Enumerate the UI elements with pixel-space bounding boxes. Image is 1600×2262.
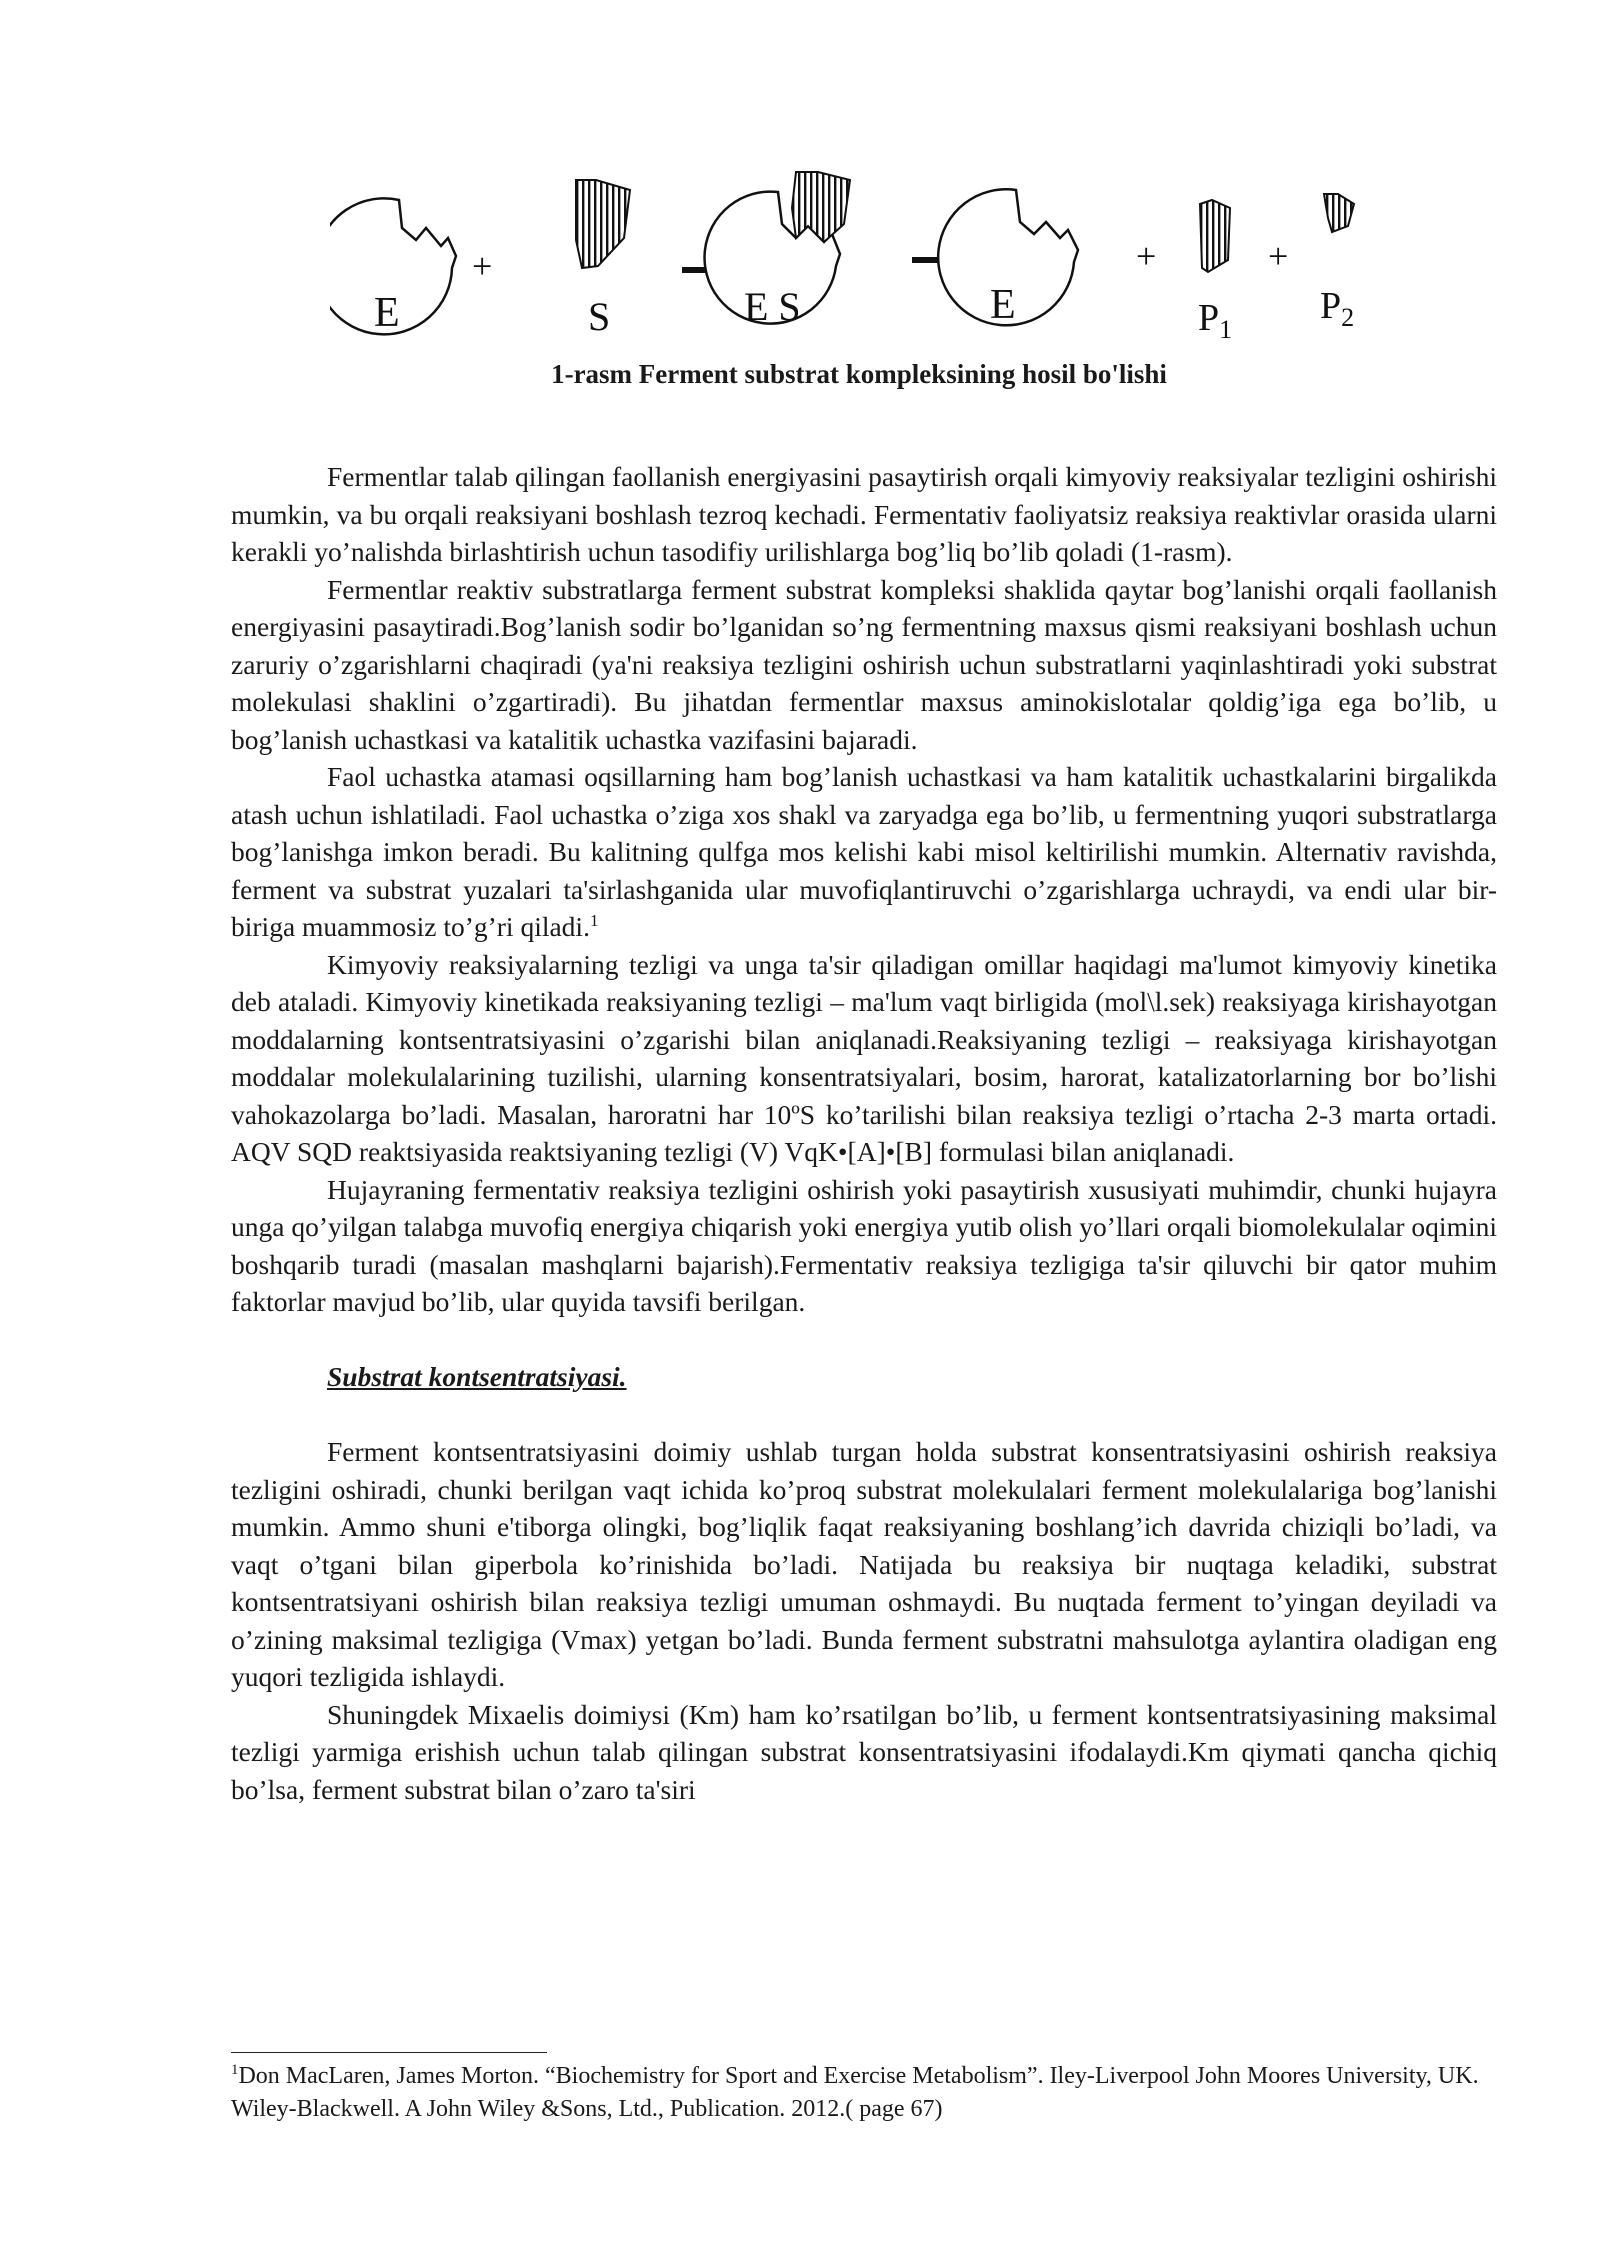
paragraph-3-text: Faol uchastka atamasi oqsillarning ham bog’lanish uchastkasi va ham katalitik uchastkalarini birgalikda atash uchun ishlatiladi. Faol uchastka o’ziga xos shakl va zaryadga ega bo’lib, u fermentning yuqori substratlarga bog’lanishga imkon beradi. Bu kalitning qulfga mos kelishi kabi misol keltirilishi mumkin. Alternativ ravishda, ferment va substrat yuzalari ta'sirlashganida ular muvofiqlantiruvchi o’zgarishlarga uchraydi, va endi ular bir-biriga muammosiz to’g’ri qiladi. [231,761,1497,942]
footnote-reference[interactable]: 1 [589,910,599,930]
footnote-text: Don MacLaren, James Morton. “Biochemistry for Sport and Exercise Metabolism”. Iley-Liverpool John Moores University, UK. Wiley-Blackwell. A John Wiley &Sons, Ltd., Publication. 2012.( page 67) [231,2063,1479,2122]
product-2-label: P [1320,285,1342,327]
enzyme-after-label: E [990,282,1016,328]
product-1-shape [1198,200,1232,344]
enzyme-after-shape [938,189,1078,328]
enzyme-substrate-complex-shape [705,172,850,329]
plus-sign-2: + [1136,236,1157,276]
product-2-shape [1320,194,1354,332]
enzyme-shape [330,198,456,336]
paragraph-5: Hujayraning fermentativ reaksiya tezligini oshirish yoki pasaytirish xususiyati muhimdir, chunki hujayra unga qo’yilgan talabga muvofiq energiya chiqarish yoki energiya yutib olish yo’llari orqali biomolekulalar oqimini boshqarib turadi (masalan mashqlarni bajarish).Fermentativ reaksiya tezligiga ta'sir qiluvchi bir qator muhim faktorlar mavjud bo’lib, ular quyida tavsifi berilgan. [231,1173,1497,1317]
enzyme-label: E [374,290,400,336]
main-text [231,458,1497,1808]
svg-text:P2 [1320,285,1354,332]
footnote-divider [231,2052,547,2053]
product-1-label: P [1198,297,1220,339]
enzyme-substrate-figure [330,168,1370,368]
substrate-label: S [588,294,611,339]
paragraph-1: Fermentlar talab qilingan faollanish energiyasini pasaytirish orqali kimyoviy reaksiyalar tezligini oshirishi mumkin, va bu orqali reaksiyani boshlash tezroq kechadi. Fermentativ faoliyatsiz reaksiya reaktivlar orasida ularni kerakli yo’nalishda birlashtirish uchun tasodifiy urilishlarga bog’liq bo’lib qoladi (1-rasm). [231,461,1497,567]
paragraph-2: Fermentlar reaktiv substratlarga ferment substrat kompleksi shaklida qaytar bog’lanishi orqali faollanish energiyasini pasaytiradi.Bog’lanish sodir bo’lganidan so’ng fermentning maxsus qismi reaksiyani boshlash uchun zaruriy o’zgarishlarni chaqiradi (ya'ni reaksiya tezligini oshirish uchun substratlarni yaqinlashtiradi yoki substrat molekulasi shaklini o’zgartiradi). Bu jihatdan fermentlar maxsus aminokislotalar qoldig’iga ega bo’lib, u bog’lanish uchastkasi va katalitik uchastka vazifasini bajaradi. [231,573,1497,755]
paragraph-4: Kimyoviy reaksiyalarning tezligi va unga ta'sir qiladigan omillar haqidagi ma'lumot kimyoviy kinetika deb ataladi. Kimyoviy kinetikada reaksiyaning tezligi – ma'lum vaqt birligida (mol\l.sek) reaksiyaga kirishayotgan moddalarning kontsentratsiyasini o’zgarishi bilan aniqlanadi.Reaksiyaning tezligi – reaksiyaga kirishayotgan moddalar molekulalarining tuzilishi, ularning konsentratsiyalari, bosim, harorat, katalizatorlarning bor bo’lishi vahokazolarga bo’ladi. Masalan, haroratni har 10ºS ko’tarilishi bilan reaksiya tezligi o’rtacha 2-3 marta ortadi. AQV SQD reaktsiyasida reaktsiyaning tezligi (V) VqK•[A]•[B] formulasi bilan aniqlanadi. [231,948,1497,1167]
substrate-shape [576,180,630,339]
figure-caption: 1-rasm Ferment substrat kompleksining hosil bo'lishi [551,359,1167,389]
footnote [231,2060,1497,2126]
paragraph-6: Ferment kontsentratsiyasini doimiy ushlab turgan holda substrat konsentratsiyasini oshirish reaksiya tezligini oshiradi, chunki berilgan vaqt ichida ko’proq substrat molekulalari ferment molekulalariga bog’lanishi mumkin. Ammo shuni e'tiborga olingki, bog’liqlik faqat reaksiyaning boshlang’ich davrida chiziqli bo’ladi, va vaqt o’tgani bilan giperbola ko’rinishida bo’ladi. Natijada bu reaksiya bir nuqtaga keladiki, substrat kontsentratsiyani oshirish bilan reaksiya tezligi umuman oshmaydi. Bu nuqtada ferment to’yingan deyiladi va o’zining maksimal tezligiga (Vmax) yetgan bo’ladi. Bunda ferment substratni mahsulotga aylantira oladigan eng yuqori tezligida ishlaydi. [231,1436,1497,1692]
section-heading: Substrat kontsentratsiyasi. [327,1360,627,1392]
product-2-subscript: 2 [1341,303,1355,332]
plus-sign-3: + [1268,236,1289,276]
plus-sign-1: + [472,246,493,286]
product-1-subscript: 1 [1219,315,1233,344]
footnote-mark: 1 [231,2062,239,2078]
paragraph-7: Shuningdek Mixaelis doimiysi (Km) ham ko’rsatilgan bo’lib, u ferment kontsentratsiyasining maksimal tezligi yarmiga erishish uchun talab qilingan substrat konsentratsiyasini ifodalaydi.Km qiymati qancha qichiq bo’lsa, ferment substrat bilan o’zaro ta'siri [231,1698,1497,1805]
svg-text:P1 [1198,297,1232,344]
complex-label: E S [744,284,801,329]
paragraph-3 [231,758,1497,946]
